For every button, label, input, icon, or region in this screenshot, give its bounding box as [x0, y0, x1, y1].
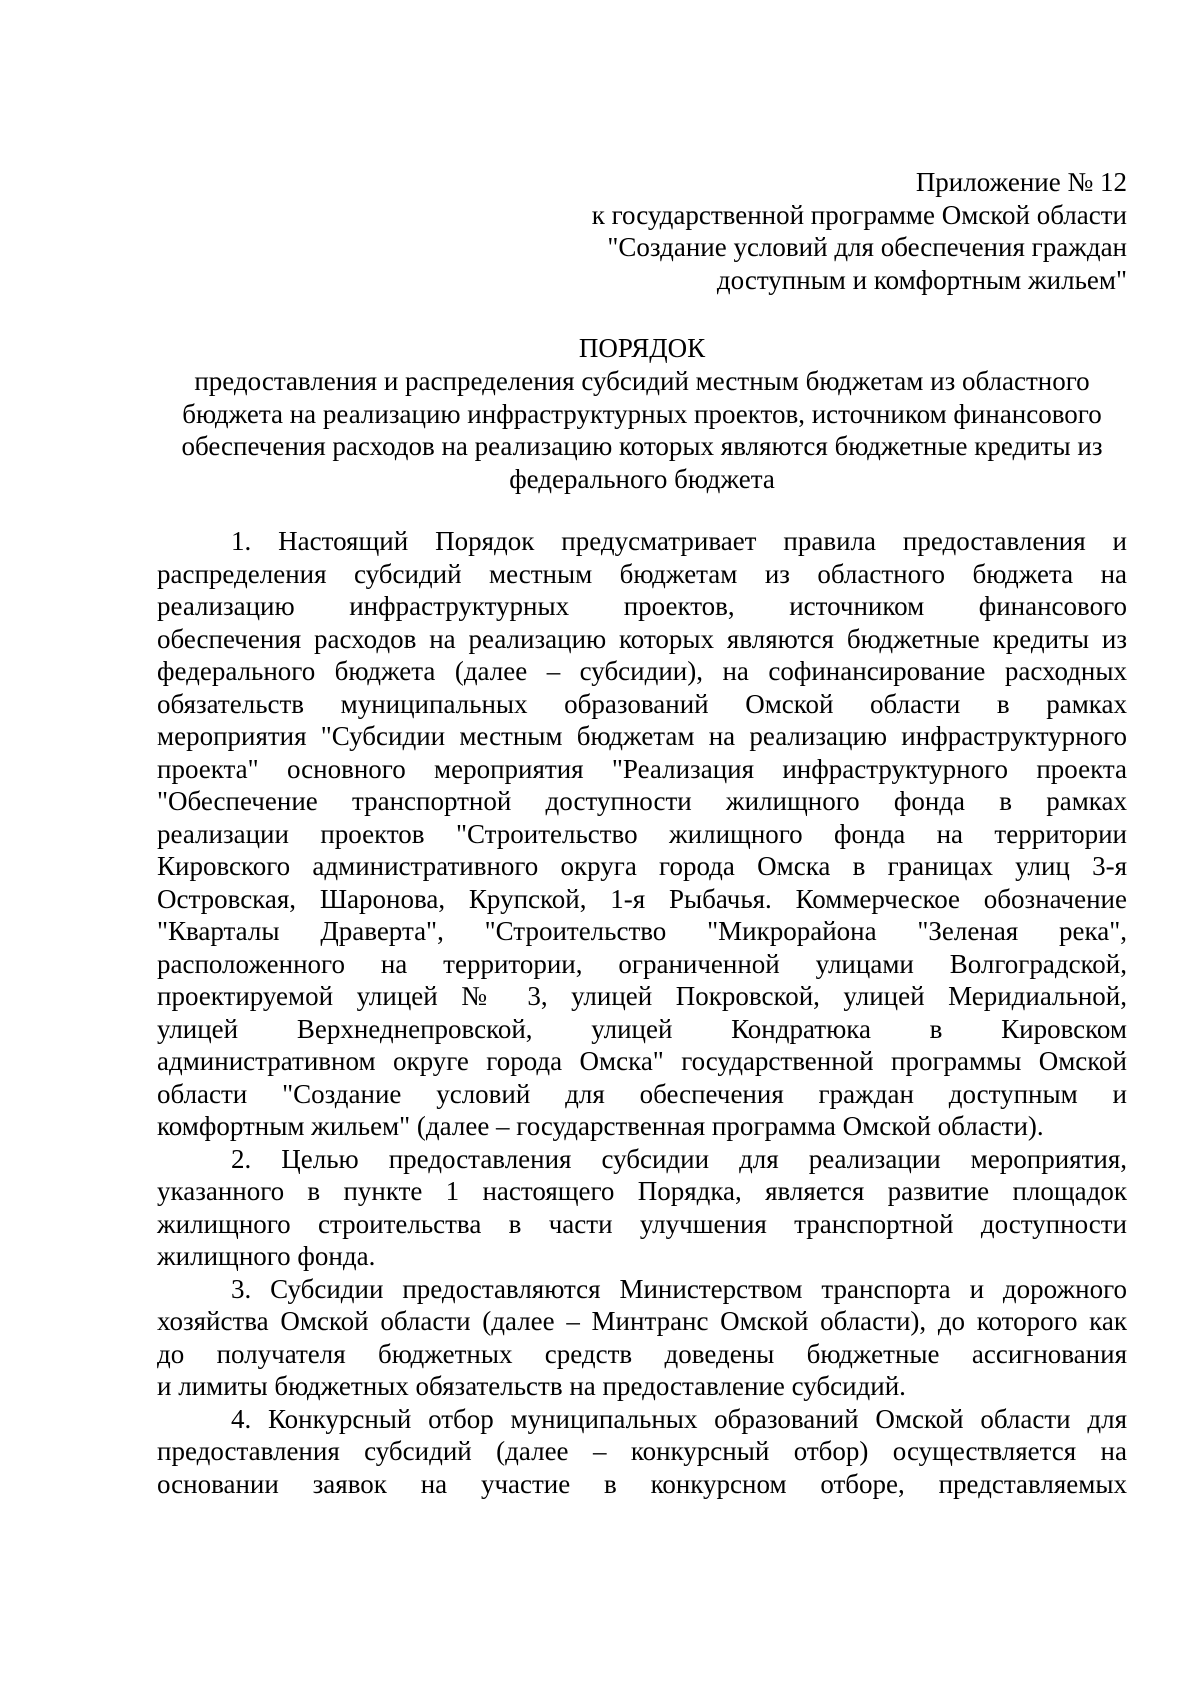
paragraph-1-line: Островская, Шаронова, Крупской, 1-я Рыбачья. Коммерческое обозначение [157, 883, 1127, 914]
subtitle-line: обеспечения расходов на реализацию которых являются бюджетные кредиты из [181, 431, 1103, 461]
paragraph-1-line: комфортным жильем" (далее – государственная программа Омской области). [157, 1111, 1044, 1141]
paragraph-3-line: 3. Субсидии предоставляются Министерством транспорта и дорожного [231, 1273, 1127, 1304]
paragraph-3-line: и лимиты бюджетных обязательств на предоставление субсидий. [157, 1371, 906, 1401]
appendix-number: Приложение № 12 [915, 167, 1127, 197]
document-body [157, 525, 1127, 1500]
document-subtitle [157, 365, 1127, 495]
paragraph-1-line: распределения субсидий местным бюджетам из областного бюджета на [157, 558, 1127, 589]
paragraph-1-line: обязательств муниципальных образований Омской области в рамках [157, 688, 1127, 719]
paragraph-2-line: жилищного строительства в части улучшения транспортной доступности [157, 1208, 1127, 1239]
appendix-header [427, 166, 1127, 296]
subtitle-line: предоставления и распределения субсидий местным бюджетам из областного [194, 366, 1090, 396]
paragraph-1-line: реализацию инфраструктурных проектов, источником финансового [157, 591, 1127, 621]
paragraph-2-line: жилищного фонда. [157, 1241, 376, 1271]
paragraph-1-line: реализации проектов "Строительство жилищного фонда на территории [157, 818, 1127, 849]
paragraph-2-line: 2. Целью предоставления субсидии для реализации мероприятия, [231, 1143, 1127, 1174]
appendix-program-name-2: доступным и комфортным жильем" [716, 264, 1127, 295]
paragraph-1-line: "Кварталы Драверта", "Строительство "Микрорайона "Зеленая река", [157, 916, 1127, 946]
paragraph-1-line: административном округе города Омска" государственной программы Омской [157, 1046, 1127, 1076]
subtitle-line: федерального бюджета [509, 463, 775, 494]
paragraph-3-line: до получателя бюджетных средств доведены бюджетные ассигнования [157, 1338, 1127, 1369]
document-title: ПОРЯДОК [578, 333, 706, 363]
paragraph-2-line: указанного в пункте 1 настоящего Порядка, является развитие площадок [157, 1176, 1127, 1206]
appendix-program-name-1: "Создание условий для обеспечения граждан [607, 232, 1127, 262]
paragraph-1-line: мероприятия "Субсидии местным бюджетам на реализацию инфраструктурного [157, 721, 1127, 751]
paragraph-1-line: области "Создание условий для обеспечения граждан доступным и [157, 1078, 1127, 1109]
subtitle-line: бюджета на реализацию инфраструктурных проектов, источником финансового [182, 398, 1102, 429]
appendix-program-ref: к государственной программе Омской области [591, 199, 1127, 230]
paragraph-4-line: предоставления субсидий (далее – конкурсный отбор) осуществляется на [157, 1436, 1127, 1466]
paragraph-1-line: федерального бюджета (далее – субсидии), на софинансирование расходных [157, 656, 1127, 686]
paragraph-1-line: проектируемой улицей № 3, улицей Покровской, улицей Меридиальной, [157, 981, 1127, 1011]
paragraph-1-line: улицей Верхнеднепровской, улицей Кондратюка в Кировском [157, 1013, 1127, 1044]
paragraph-1-line: обеспечения расходов на реализацию которых являются бюджетные кредиты из [157, 623, 1127, 654]
paragraph-1-line: проекта" основного мероприятия "Реализация инфраструктурного проекта [157, 753, 1127, 784]
paragraph-1-line: Кировского административного округа города Омска в границах улиц 3-я [157, 851, 1127, 881]
paragraph-1-line: расположенного на территории, ограниченной улицами Волгоградской, [157, 948, 1127, 979]
paragraph-3-line: хозяйства Омской области (далее – Минтранс Омской области), до которого как [157, 1306, 1127, 1336]
paragraph-1-line: "Обеспечение транспортной доступности жилищного фонда в рамках [157, 786, 1127, 816]
paragraph-4-line: 4. Конкурсный отбор муниципальных образований Омской области для [231, 1403, 1127, 1434]
paragraph-1-line: 1. Настоящий Порядок предусматривает правила предоставления и [231, 526, 1127, 556]
paragraph-4-line: основании заявок на участие в конкурсном отборе, представляемых [157, 1468, 1127, 1499]
